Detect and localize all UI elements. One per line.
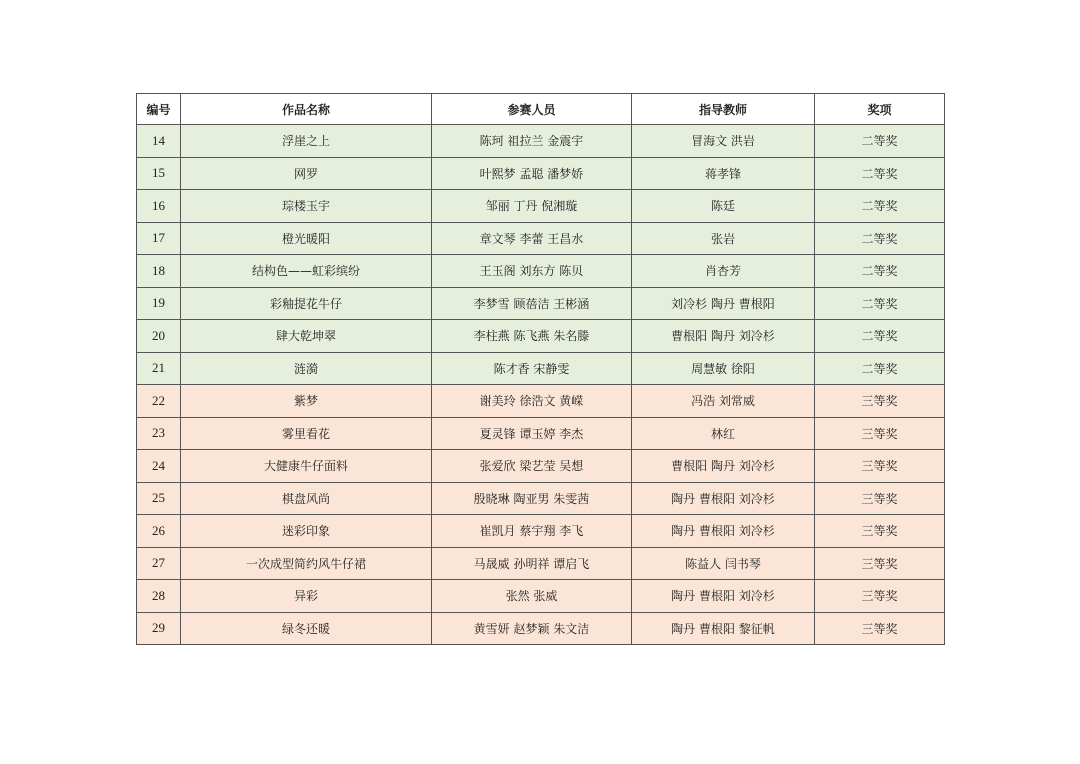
cell-participants: 黄雪妍 赵梦颖 朱文洁 — [432, 612, 632, 645]
cell-instructors: 陶丹 曹根阳 刘冷杉 — [632, 482, 815, 515]
cell-work-title: 肆大乾坤翠 — [181, 320, 432, 353]
cell-participants: 张然 张威 — [432, 580, 632, 613]
cell-number: 14 — [137, 125, 181, 158]
cell-number: 20 — [137, 320, 181, 353]
table-row — [137, 320, 945, 353]
cell-number: 19 — [137, 287, 181, 320]
cell-instructors: 冒海文 洪岩 — [632, 125, 815, 158]
cell-award: 二等奖 — [815, 222, 945, 255]
cell-award: 三等奖 — [815, 547, 945, 580]
cell-award: 三等奖 — [815, 482, 945, 515]
cell-number: 26 — [137, 515, 181, 548]
cell-number: 18 — [137, 255, 181, 288]
cell-work-title: 网罗 — [181, 157, 432, 190]
cell-award: 二等奖 — [815, 255, 945, 288]
cell-work-title: 异彩 — [181, 580, 432, 613]
cell-award: 三等奖 — [815, 385, 945, 418]
cell-participants: 陈珂 祖拉兰 金震宇 — [432, 125, 632, 158]
cell-work-title: 大健康牛仔面料 — [181, 450, 432, 483]
table-row — [137, 287, 945, 320]
cell-participants: 李柱燕 陈飞燕 朱名滕 — [432, 320, 632, 353]
cell-participants: 王玉阁 刘东方 陈贝 — [432, 255, 632, 288]
cell-instructors: 张岩 — [632, 222, 815, 255]
header-work-title: 作品名称 — [181, 94, 432, 125]
cell-work-title: 琮楼玉宇 — [181, 190, 432, 223]
cell-award: 三等奖 — [815, 417, 945, 450]
cell-number: 22 — [137, 385, 181, 418]
cell-number: 29 — [137, 612, 181, 645]
header-instructors: 指导教师 — [632, 94, 815, 125]
table-body — [137, 125, 945, 645]
cell-work-title: 紫梦 — [181, 385, 432, 418]
cell-number: 24 — [137, 450, 181, 483]
cell-work-title: 绿冬还暖 — [181, 612, 432, 645]
cell-participants: 夏灵锋 谭玉婷 李杰 — [432, 417, 632, 450]
cell-number: 25 — [137, 482, 181, 515]
cell-participants: 叶熙梦 孟聪 潘梦娇 — [432, 157, 632, 190]
cell-instructors: 陶丹 曹根阳 黎征帆 — [632, 612, 815, 645]
cell-number: 15 — [137, 157, 181, 190]
cell-participants: 崔凯月 蔡宇翔 李飞 — [432, 515, 632, 548]
cell-participants: 张爱欣 梁艺莹 吴想 — [432, 450, 632, 483]
table-row — [137, 255, 945, 288]
cell-work-title: 雾里看花 — [181, 417, 432, 450]
cell-work-title: 彩釉提花牛仔 — [181, 287, 432, 320]
table-row — [137, 352, 945, 385]
cell-instructors: 冯浩 刘常威 — [632, 385, 815, 418]
cell-participants: 马晟威 孙明祥 谭启飞 — [432, 547, 632, 580]
cell-instructors: 陈益人 闫书琴 — [632, 547, 815, 580]
table-header-row — [137, 94, 945, 125]
cell-award: 三等奖 — [815, 612, 945, 645]
cell-award: 二等奖 — [815, 320, 945, 353]
cell-work-title: 结构色——虹彩缤纷 — [181, 255, 432, 288]
header-number: 编号 — [137, 94, 181, 125]
cell-participants: 谢美玲 徐浩文 黄嵘 — [432, 385, 632, 418]
table-row — [137, 612, 945, 645]
cell-instructors: 林红 — [632, 417, 815, 450]
cell-instructors: 陶丹 曹根阳 刘冷杉 — [632, 515, 815, 548]
cell-instructors: 周慧敏 徐阳 — [632, 352, 815, 385]
cell-participants: 殷晓琳 陶亚男 朱雯茜 — [432, 482, 632, 515]
cell-award: 二等奖 — [815, 287, 945, 320]
table-row — [137, 190, 945, 223]
cell-instructors: 肖杏芳 — [632, 255, 815, 288]
cell-instructors: 曹根阳 陶丹 刘冷杉 — [632, 320, 815, 353]
cell-number: 28 — [137, 580, 181, 613]
cell-work-title: 橙光暖阳 — [181, 222, 432, 255]
header-participants: 参赛人员 — [432, 94, 632, 125]
cell-participants: 邹丽 丁丹 倪湘璇 — [432, 190, 632, 223]
cell-award: 三等奖 — [815, 580, 945, 613]
cell-number: 23 — [137, 417, 181, 450]
table-row — [137, 547, 945, 580]
cell-award: 三等奖 — [815, 450, 945, 483]
cell-work-title: 涟漪 — [181, 352, 432, 385]
cell-award: 三等奖 — [815, 515, 945, 548]
cell-work-title: 一次成型简约风牛仔裙 — [181, 547, 432, 580]
header-award: 奖项 — [815, 94, 945, 125]
table-row — [137, 450, 945, 483]
table-row — [137, 482, 945, 515]
cell-instructors: 曹根阳 陶丹 刘冷杉 — [632, 450, 815, 483]
cell-instructors: 陈廷 — [632, 190, 815, 223]
table-row — [137, 157, 945, 190]
cell-number: 16 — [137, 190, 181, 223]
cell-number: 21 — [137, 352, 181, 385]
cell-award: 二等奖 — [815, 190, 945, 223]
table-row — [137, 417, 945, 450]
cell-instructors: 刘冷杉 陶丹 曹根阳 — [632, 287, 815, 320]
cell-number: 17 — [137, 222, 181, 255]
cell-award: 二等奖 — [815, 157, 945, 190]
cell-work-title: 棋盘风尚 — [181, 482, 432, 515]
cell-participants: 章文琴 李蕾 王昌水 — [432, 222, 632, 255]
awards-table — [136, 93, 945, 645]
cell-instructors: 蒋孝锋 — [632, 157, 815, 190]
table-row — [137, 515, 945, 548]
cell-work-title: 浮崖之上 — [181, 125, 432, 158]
cell-number: 27 — [137, 547, 181, 580]
table-row — [137, 125, 945, 158]
cell-work-title: 迷彩印象 — [181, 515, 432, 548]
table-row — [137, 385, 945, 418]
table-row — [137, 580, 945, 613]
cell-participants: 陈才香 宋静雯 — [432, 352, 632, 385]
table-row — [137, 222, 945, 255]
cell-award: 二等奖 — [815, 352, 945, 385]
cell-instructors: 陶丹 曹根阳 刘冷杉 — [632, 580, 815, 613]
cell-participants: 李梦雪 顾蓓洁 王彬涵 — [432, 287, 632, 320]
cell-award: 二等奖 — [815, 125, 945, 158]
